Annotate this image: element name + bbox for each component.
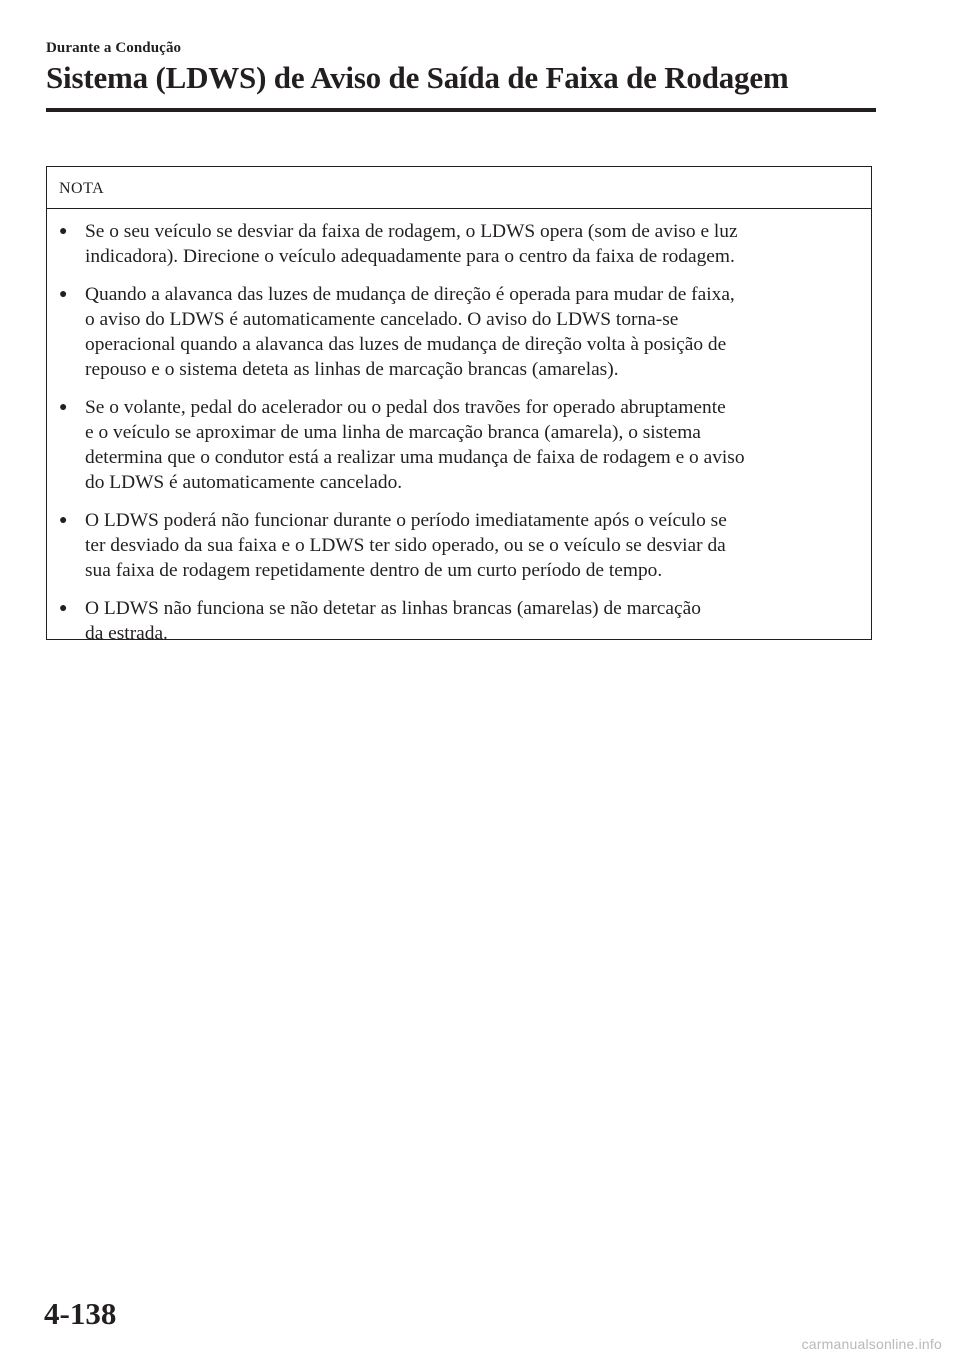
note-line: ter desviado da sua faixa e o LDWS ter sido operado, ou se o veículo se desviar da (85, 535, 726, 556)
note-line: operacional quando a alavanca das luzes de mudança de direção volta à posição de (85, 334, 727, 355)
bullet-icon: ● (59, 400, 68, 415)
note-line: determina que o condutor está a realizar uma mudança de faixa de rodagem e o aviso (85, 447, 745, 468)
note-line: indicadora). Direcione o veículo adequadamente para o centro da faixa de rodagem. (85, 246, 735, 267)
note-box (46, 166, 872, 644)
note-line: e o veículo se aproximar de uma linha de marcação branca (amarela), o sistema (85, 422, 701, 443)
note-item (57, 596, 869, 646)
watermark[interactable]: carmanualsonline.info (801, 1336, 942, 1352)
note-line: o aviso do LDWS é automaticamente cancelado. O aviso do LDWS torna-se (85, 309, 679, 330)
note-item (57, 219, 869, 269)
note-line: sua faixa de rodagem repetidamente dentro de um curto período de tempo. (85, 560, 663, 581)
bullet-icon: ● (59, 513, 68, 528)
note-line: do LDWS é automaticamente cancelado. (85, 472, 403, 493)
bullet-icon: ● (59, 287, 68, 302)
page-title: Sistema (LDWS) de Aviso de Saída de Faixa de Rodagem (46, 60, 789, 95)
note-label: NOTA (47, 167, 871, 209)
note-line: Quando a alavanca das luzes de mudança de direção é operada para mudar de faixa, (85, 284, 735, 305)
note-item (57, 282, 869, 382)
bullet-icon: ● (59, 224, 68, 239)
note-item (57, 508, 869, 583)
note-line: da estrada. (85, 623, 168, 644)
note-line: Se o seu veículo se desviar da faixa de rodagem, o LDWS opera (som de aviso e luz (85, 221, 738, 242)
section-label: Durante a Condução (46, 40, 182, 56)
note-line: O LDWS não funciona se não detetar as linhas brancas (amarelas) de marcação (85, 598, 701, 619)
note-line: O LDWS poderá não funcionar durante o período imediatamente após o veículo se (85, 510, 727, 531)
note-line: repouso e o sistema deteta as linhas de marcação brancas (amarelas). (85, 359, 619, 380)
page-number: 4-138 (44, 1296, 117, 1331)
title-rule (46, 108, 876, 112)
bullet-icon: ● (59, 601, 68, 616)
note-item (57, 395, 869, 495)
note-line: Se o volante, pedal do acelerador ou o pedal dos travões for operado abruptamente (85, 397, 726, 418)
note-list (57, 219, 869, 659)
